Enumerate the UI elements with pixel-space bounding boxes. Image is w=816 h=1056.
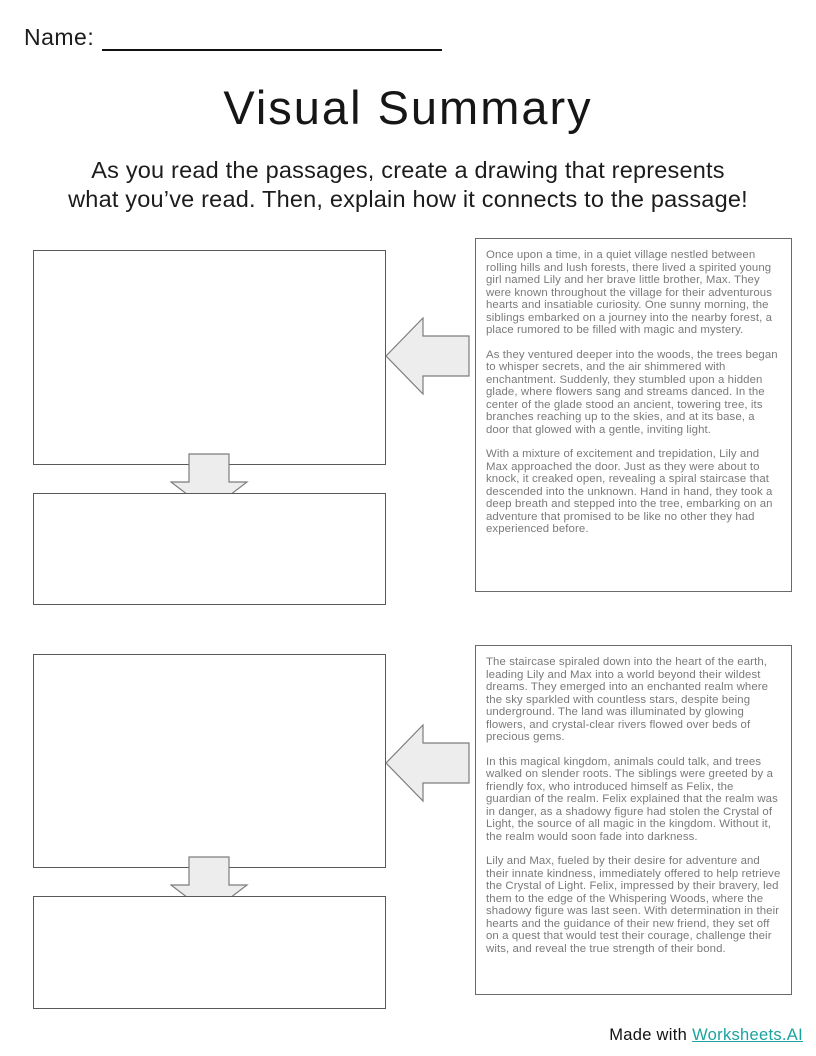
worksheets-ai-link[interactable]: Worksheets.AI bbox=[692, 1026, 803, 1044]
arrow-left-icon bbox=[385, 724, 471, 803]
passage-2-paragraph-1: The staircase spiraled down into the heart of the earth, leading Lily and Max into a world beyond their wildest dreams. They emerged into an enchanted realm where the sky sparkled with countless stars, despite being underground. The land was illuminated by glowing flowers, and crystal-clear rivers flowed over beds of precious gems. bbox=[486, 656, 769, 743]
instructions-line-2: what you’ve read. Then, explain how it connects to the passage! bbox=[68, 186, 748, 212]
page-title: Visual Summary bbox=[223, 81, 593, 134]
passage-2-paragraph-2: In this magical kingdom, animals could talk, and trees walked on slender roots. The siblings were greeted by a friendly fox, who introduced himself as Felix, the guardian of the realm. Felix explained that the realm was in danger, as a shadowy figure had stolen the Crystal of Light, the source of all magic in the kingdom. Without it, the realm would soon fade into darkness. bbox=[486, 755, 778, 843]
drawing-box-2[interactable] bbox=[33, 654, 386, 868]
passage-box-2 bbox=[475, 645, 792, 995]
passage-1-paragraph-3: With a mixture of excitement and trepidation, Lily and Max approached the door. Just as they were about to knock, it creaked open, revealing a spiral staircase that descended into the unknown. Hand in hand, they took a deep breath and stepped into the tree, embarking on an adventure that promised to be like no other they had experienced before. bbox=[486, 448, 773, 535]
name-label: Name: bbox=[24, 24, 95, 50]
passage-1-paragraph-2: As they ventured deeper into the woods, the trees began to whisper secrets, and the air shimmered with enchantment. Suddenly, they stumbled upon a hidden glade, where flowers sang and streams danced. In the center of the glade stood an ancient, towering tree, its branches reaching up to the skies, and at its base, a door that glowed with a gentle, inviting light. bbox=[486, 348, 778, 436]
passage-box-1 bbox=[475, 238, 792, 592]
name-input-line[interactable] bbox=[102, 27, 442, 51]
instructions-line-1: As you read the passages, create a drawing that represents bbox=[91, 157, 725, 183]
explanation-box-1[interactable] bbox=[33, 493, 386, 605]
name-row bbox=[24, 24, 442, 51]
footer bbox=[609, 1026, 803, 1045]
instructions bbox=[0, 156, 816, 214]
made-with-label: Made with bbox=[609, 1026, 688, 1044]
arrow-left-icon bbox=[385, 317, 471, 396]
passage-2-paragraph-3: Lily and Max, fueled by their desire for adventure and their innate kindness, immediately offered to help retrieve the Crystal of Light. Felix, impressed by their bravery, led them to the edge of the Whispering Woods, where the shadowy figure was last seen. With determination in their hearts and the guidance of their new friend, they set off on a quest that would test their courage, challenge their wits, and reveal the true strength of their bond. bbox=[486, 855, 781, 955]
drawing-box-1[interactable] bbox=[33, 250, 386, 465]
explanation-box-2[interactable] bbox=[33, 896, 386, 1009]
passage-1-paragraph-1: Once upon a time, in a quiet village nestled between rolling hills and lush forests, there lived a spirited young girl named Lily and her brave little brother, Max. They were known throughout the village for their adventurous hearts and insatiable curiosity. One sunny morning, the siblings embarked on a journey into the nearby forest, a place rumored to be filled with magic and mystery. bbox=[486, 249, 773, 336]
